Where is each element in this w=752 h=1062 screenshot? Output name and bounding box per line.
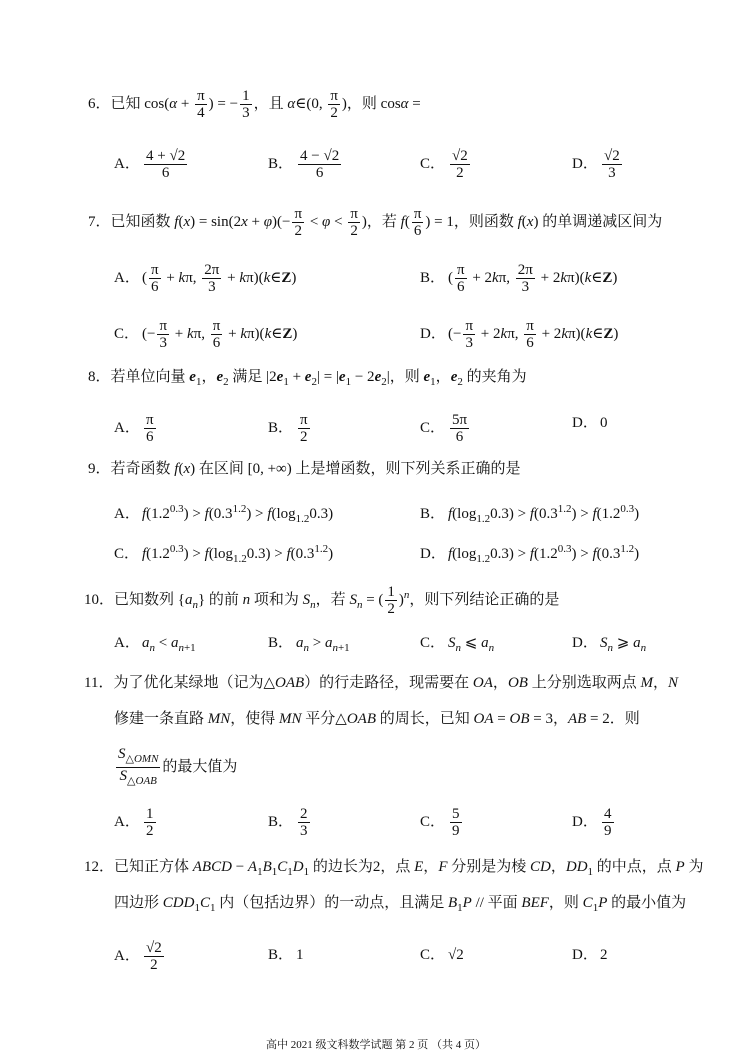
question-11-stem-line3: $\frac{S_{\triangle OMN}}{S_{\triangle OAB}}$ 的最大值为 [118, 746, 238, 787]
question-10-option-b: B． $a_n > a_{n+1}$ [268, 635, 350, 654]
question-7-option-a: A． ( $\frac{\pi}{6}$ + kπ, $\frac{2\pi}{3}$ + kπ)(k∈Z) [114, 262, 297, 295]
question-9-stem: 9．若奇函数 f(x) 在区间 [0, +∞) 上是增函数，则下列关系正确的是 [88, 461, 521, 477]
question-6-option-c: C． $\frac{√2}{2}$ [420, 148, 468, 181]
question-7-option-c: C． (− $\frac{\pi}{3}$ + kπ, $\frac{\pi}{6}$ + kπ)(k∈Z) [114, 318, 298, 351]
question-11-option-b: B． $\frac{2}{3}$ [268, 806, 308, 839]
question-10-option-a: A． $a_n < a_{n+1}$ [114, 635, 196, 654]
question-7-option-b: B． ( $\frac{\pi}{6}$ + 2kπ, $\frac{2\pi}{3}$ + 2kπ)(k∈Z) [420, 262, 618, 295]
question-10-option-d: D． $S_n$ ⩾ $a_n$ [572, 635, 647, 654]
question-11-option-c: C． $\frac{5}{9}$ [420, 806, 460, 839]
question-7-option-d: D． (− $\frac{\pi}{3}$ + 2kπ, $\frac{\pi}{6}$ + 2kπ)(k∈Z) [420, 318, 619, 351]
question-11-option-d: D． $\frac{4}{9}$ [572, 806, 612, 839]
question-6-option-b: B． $\frac{4 - √2}{6}$ [268, 148, 340, 181]
question-9-option-a: A． $f(1.2^{0.3}) > f(0.3^{1.2}) > f(\log_{1.2}0.3)$ [114, 503, 334, 525]
question-12-option-c: C． √2 [420, 947, 464, 963]
question-9-option-b: B． $f(\log_{1.2}0.3) > f(0.3^{1.2}) > f(1.2^{0.3})$ [420, 503, 640, 525]
question-12-stem-line1: 12．已知正方体 ABCD − $A_1B_1C_1D_1$ 的边长为2，点 E，F 分别是为棱 CD，$DD_1$ 的中点，点 P 为 [84, 859, 704, 878]
question-8-option-c: C． $\frac{5\pi}{6}$ [420, 412, 468, 445]
question-6-option-d: D． $\frac{√2}{3}$ [572, 148, 620, 181]
question-8-option-d: D． 0 [572, 415, 608, 431]
question-10-stem: 10．已知数列 $\{a_n\}$ 的前 n 项和为 $S_n$，若 $S_n$ = ( $\frac{1}{2}$ )$^n$，则下列结论正确的是 [84, 584, 560, 618]
question-11-stem-line1: 11．为了优化某绿地（记为△OAB）的行走路径，现需要在 OA，OB 上分别选取两点 M，N [84, 675, 678, 691]
question-12-option-d: D． 2 [572, 947, 608, 963]
question-11-stem-line2: 修建一条直路 MN，使得 MN 平分△OAB 的周长，已知 OA = OB = 3，AB = 2．则 [114, 711, 640, 727]
question-9-option-d: D． $f(\log_{1.2}0.3) > f(1.2^{0.3}) > f(0.3^{1.2})$ [420, 543, 640, 565]
question-12-stem-line2: 四边形 $CDD_1C_1$ 内（包括边界）的一动点，且满足 $B_1P$ // 平面 BEF，则 $C_1P$ 的最小值为 [114, 895, 687, 914]
question-10-option-c: C． $S_n$ ⩽ $a_n$ [420, 635, 495, 654]
question-6-option-a: A． $\frac{4 + √2}{6}$ [114, 148, 186, 181]
question-8-option-b: B． $\frac{\pi}{2}$ [268, 412, 308, 445]
question-12-option-a: A． $\frac{√2}{2}$ [114, 940, 162, 973]
question-12-option-b: B． 1 [268, 947, 304, 963]
question-8-option-a: A． $\frac{\pi}{6}$ [114, 412, 154, 445]
question-8-stem: 8．若单位向量 $e_1$，$e_2$ 满足 $|2e_1 + e_2| = |e_1 - 2e_2|$，则 $e_1$，$e_2$ 的夹角为 [88, 369, 527, 388]
question-7-stem: 7．已知函数 f(x) = sin(2x + φ)(− $\frac{\pi}{2}$ < φ < $\frac{\pi}{2}$ )，若 f( $\frac{\pi}{6}$ ) = 1，则函数 f(x) 的单调递减区间为 [88, 206, 663, 239]
question-9-option-c: C． $f(1.2^{0.3}) > f(\log_{1.2}0.3) > f(0.3^{1.2})$ [114, 543, 334, 565]
question-11-option-a: A． $\frac{1}{2}$ [114, 806, 154, 839]
question-6-stem: 6．已知 cos(α + $\frac{\pi}{4}$ ) = − $\frac{1}{3}$ ，且 α∈(0, $\frac{\pi}{2}$ )，则 cosα = [88, 88, 421, 121]
page-footer: 高中 2021 级文科数学试题 第 2 页 （共 4 页） [266, 1039, 486, 1051]
